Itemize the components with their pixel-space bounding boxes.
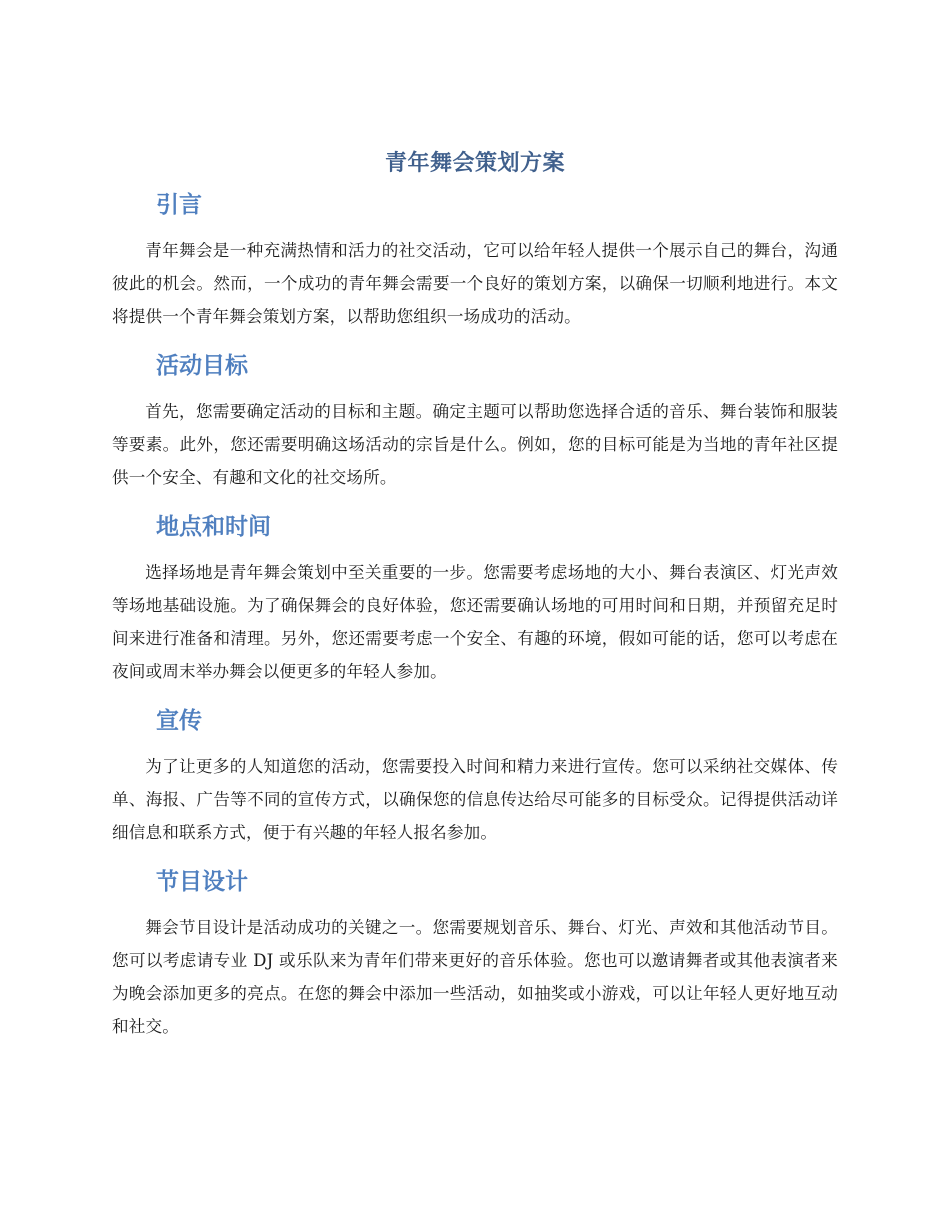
section-heading: 节目设计 — [156, 869, 248, 895]
section-venue-time — [112, 504, 838, 688]
section-introduction — [112, 182, 838, 333]
section-heading: 地点和时间 — [156, 514, 271, 540]
section-heading: 引言 — [156, 192, 202, 218]
section-program-design — [112, 859, 838, 1043]
section-paragraph: 首先，您需要确定活动的目标和主题。确定主题可以帮助您选择合适的音乐、舞台装饰和服装等要素。此外，您还需要明确这场活动的宗旨是什么。例如，您的目标可能是为当地的青年社区提供一个安全、有趣和文化的社交场所。 — [112, 402, 838, 487]
section-promotion — [112, 698, 838, 849]
section-heading: 宣传 — [156, 708, 202, 734]
section-paragraph: 舞会节目设计是活动成功的关键之一。您需要规划音乐、舞台、灯光、声效和其他活动节目。您可以考虑请专业 DJ 或乐队来为青年们带来更好的音乐体验。您也可以邀请舞者或其他表演者来为晚会添加更多的亮点。在您的舞会中添加一些活动，如抽奖或小游戏，可以让年轻人更好地互动和社交。 — [112, 918, 838, 1036]
section-paragraph: 为了让更多的人知道您的活动，您需要投入时间和精力来进行宣传。您可以采纳社交媒体、传单、海报、广告等不同的宣传方式，以确保您的信息传达给尽可能多的目标受众。记得提供活动详细信息和联系方式，便于有兴趣的年轻人报名参加。 — [112, 757, 838, 842]
section-heading: 活动目标 — [156, 353, 248, 379]
section-paragraph: 选择场地是青年舞会策划中至关重要的一步。您需要考虑场地的大小、舞台表演区、灯光声效等场地基础设施。为了确保舞会的良好体验，您还需要确认场地的可用时间和日期，并预留充足时间来进行准备和清理。另外，您还需要考虑一个安全、有趣的环境，假如可能的话，您可以考虑在夜间或周末举办舞会以便更多的年轻人参加。 — [112, 563, 838, 681]
document-title: 青年舞会策划方案 — [384, 151, 565, 176]
section-goals — [112, 343, 838, 494]
section-paragraph: 青年舞会是一种充满热情和活力的社交活动，它可以给年轻人提供一个展示自己的舞台，沟通彼此的机会。然而，一个成功的青年舞会需要一个良好的策划方案，以确保一切顺利地进行。本文将提供一个青年舞会策划方案，以帮助您组织一场成功的活动。 — [112, 241, 838, 326]
